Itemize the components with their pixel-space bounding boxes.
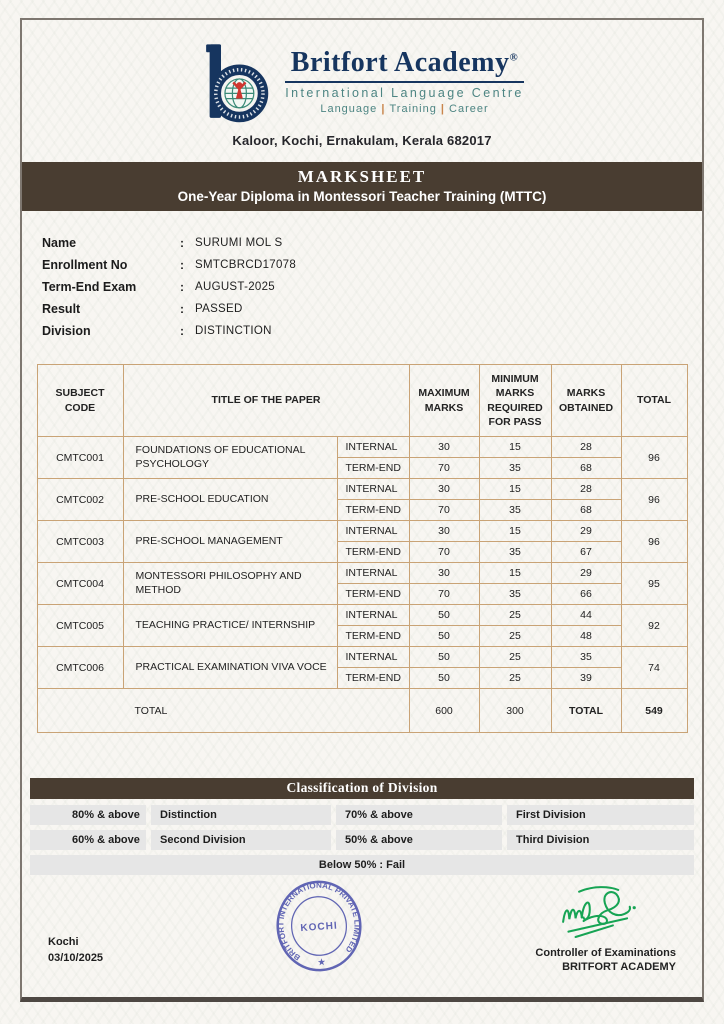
stamp-center-text: KOCHI — [300, 920, 339, 935]
stamp-star-icon: ★ — [317, 956, 327, 969]
header-subject-code: SUBJECT CODE — [37, 365, 123, 437]
detail-row — [42, 236, 702, 250]
min-marks-cell: 35 — [479, 584, 551, 605]
max-marks-cell: 70 — [409, 584, 479, 605]
subject-row — [37, 479, 687, 500]
min-marks-cell: 25 — [479, 647, 551, 668]
total-maximum-cell: 600 — [409, 689, 479, 733]
marks-obtained-cell: 28 — [551, 437, 621, 458]
marks-table-body — [37, 437, 687, 689]
classification-range: 60% & above — [30, 830, 146, 850]
brand-text-block — [285, 49, 523, 115]
component-type-cell: INTERNAL — [337, 563, 409, 584]
classification-range: 70% & above — [336, 805, 502, 825]
component-type-cell: INTERNAL — [337, 605, 409, 626]
classification-division: First Division — [507, 805, 694, 825]
issue-block — [48, 935, 103, 967]
subject-total-cell: 74 — [621, 647, 687, 689]
marks-table-footer — [37, 689, 687, 733]
paper-title-cell: FOUNDATIONS OF EDUCATIONAL PSYCHOLOGY — [123, 437, 337, 479]
total-label-cell: TOTAL — [37, 689, 409, 733]
max-marks-cell: 50 — [409, 605, 479, 626]
detail-value: SMTCBRCD17078 — [195, 259, 297, 271]
detail-value: SURUMI MOL S — [195, 237, 283, 249]
paper-title-cell: PRACTICAL EXAMINATION VIVA VOCE — [123, 647, 337, 689]
detail-value: AUGUST-2025 — [195, 281, 275, 293]
subject-code-cell: CMTC002 — [37, 479, 123, 521]
classification-section — [30, 778, 694, 875]
component-type-cell: INTERNAL — [337, 479, 409, 500]
student-details — [42, 236, 702, 338]
issue-place: Kochi — [48, 936, 79, 949]
round-seal-icon — [268, 872, 371, 980]
header-minimum-marks: MINIMUM MARKS REQUIRED FOR PASS — [479, 365, 551, 437]
subject-row — [37, 563, 687, 584]
max-marks-cell: 70 — [409, 500, 479, 521]
classification-range: 80% & above — [30, 805, 146, 825]
title-bar — [22, 162, 702, 211]
brand-tagline — [320, 103, 488, 115]
subject-row — [37, 605, 687, 626]
fail-note: Below 50% : Fail — [30, 855, 694, 875]
header-marks-obtained: MARKS OBTAINED — [551, 365, 621, 437]
detail-row — [42, 258, 702, 272]
detail-row — [42, 324, 702, 338]
subject-total-cell: 95 — [621, 563, 687, 605]
total-minimum-cell: 300 — [479, 689, 551, 733]
max-marks-cell: 70 — [409, 458, 479, 479]
total-obtained-label-cell: TOTAL — [551, 689, 621, 733]
subject-code-cell: CMTC006 — [37, 647, 123, 689]
subject-code-cell: CMTC004 — [37, 563, 123, 605]
component-type-cell: INTERNAL — [337, 437, 409, 458]
marks-obtained-cell: 28 — [551, 479, 621, 500]
signatory-title: Controller of Examinations — [535, 947, 676, 959]
svg-text:BRITFORT INTERNATIONAL PRIVATE — [274, 878, 365, 964]
min-marks-cell: 25 — [479, 605, 551, 626]
component-type-cell: TERM-END — [337, 458, 409, 479]
min-marks-cell: 15 — [479, 479, 551, 500]
paper-title-cell: TEACHING PRACTICE/ INTERNSHIP — [123, 605, 337, 647]
min-marks-cell: 35 — [479, 542, 551, 563]
paper-title-cell: PRE-SCHOOL EDUCATION — [123, 479, 337, 521]
signature-block — [535, 881, 676, 973]
total-row — [37, 689, 687, 733]
classification-division: Distinction — [151, 805, 331, 825]
component-type-cell: TERM-END — [337, 584, 409, 605]
min-marks-cell: 15 — [479, 437, 551, 458]
header-paper-title: TITLE OF THE PAPER — [123, 365, 409, 437]
signatory-organization: BRITFORT ACADEMY — [562, 961, 676, 973]
subject-row — [37, 437, 687, 458]
marks-obtained-cell: 48 — [551, 626, 621, 647]
detail-label: Term-End Exam — [42, 280, 137, 294]
max-marks-cell: 50 — [409, 668, 479, 689]
component-type-cell: TERM-END — [337, 500, 409, 521]
subject-total-cell: 96 — [621, 479, 687, 521]
max-marks-cell: 50 — [409, 626, 479, 647]
classification-grid — [30, 805, 694, 850]
tagline-item: Career — [449, 103, 489, 115]
brand-name-text: Britfort Academy — [290, 47, 510, 78]
component-type-cell: TERM-END — [337, 626, 409, 647]
certificate-border-frame — [20, 18, 704, 1002]
brand-subtitle: International Language Centre — [285, 81, 523, 100]
max-marks-cell: 30 — [409, 437, 479, 458]
tagline-separator: | — [436, 103, 450, 115]
subject-total-cell: 92 — [621, 605, 687, 647]
footer — [48, 879, 676, 979]
header-total: TOTAL — [621, 365, 687, 437]
marks-obtained-cell: 66 — [551, 584, 621, 605]
subject-row — [37, 521, 687, 542]
min-marks-cell: 15 — [479, 563, 551, 584]
registered-trademark: ® — [509, 51, 519, 64]
min-marks-cell: 35 — [479, 500, 551, 521]
subject-row — [37, 647, 687, 668]
component-type-cell: INTERNAL — [337, 647, 409, 668]
detail-row — [42, 280, 702, 294]
component-type-cell: TERM-END — [337, 542, 409, 563]
paper-title-cell: MONTESSORI PHILOSOPHY AND METHOD — [123, 563, 337, 605]
max-marks-cell: 30 — [409, 479, 479, 500]
detail-separator: : — [180, 280, 184, 294]
tagline-item: Language — [320, 103, 378, 115]
marks-obtained-cell: 68 — [551, 500, 621, 521]
marks-obtained-cell: 44 — [551, 605, 621, 626]
document-title: MARKSHEET — [297, 167, 427, 186]
subject-code-cell: CMTC005 — [37, 605, 123, 647]
detail-value: DISTINCTION — [195, 325, 272, 337]
britfort-logo-icon — [200, 40, 270, 124]
classification-division: Second Division — [151, 830, 331, 850]
detail-label: Division — [42, 324, 91, 338]
paper-title-cell: PRE-SCHOOL MANAGEMENT — [123, 521, 337, 563]
issue-date: 03/10/2025 — [48, 952, 104, 965]
classification-title: Classification of Division — [30, 778, 694, 799]
marks-table — [37, 364, 688, 733]
min-marks-cell: 35 — [479, 458, 551, 479]
marks-table-header — [37, 365, 687, 437]
classification-range: 50% & above — [336, 830, 502, 850]
min-marks-cell: 25 — [479, 668, 551, 689]
signature-icon — [552, 881, 672, 945]
classification-division: Third Division — [507, 830, 694, 850]
subject-total-cell: 96 — [621, 437, 687, 479]
max-marks-cell: 30 — [409, 563, 479, 584]
detail-value: PASSED — [195, 303, 243, 315]
stamp-ring-text: BRITFORT INTERNATIONAL PRIVATE LIMITED — [276, 880, 362, 963]
detail-label: Enrollment No — [42, 258, 128, 272]
min-marks-cell: 25 — [479, 626, 551, 647]
component-type-cell: TERM-END — [337, 668, 409, 689]
detail-separator: : — [180, 302, 184, 316]
subject-code-cell: CMTC001 — [37, 437, 123, 479]
detail-separator: : — [180, 236, 184, 250]
detail-separator: : — [180, 258, 184, 272]
detail-label: Result — [42, 302, 81, 316]
tagline-item: Training — [389, 103, 437, 115]
brand-name — [291, 49, 518, 77]
marks-obtained-cell: 39 — [551, 668, 621, 689]
component-type-cell: INTERNAL — [337, 521, 409, 542]
brand-header — [22, 40, 702, 124]
course-title: One-Year Diploma in Montessori Teacher Training (MTTC) — [177, 189, 547, 204]
max-marks-cell: 30 — [409, 521, 479, 542]
detail-label: Name — [42, 236, 77, 250]
max-marks-cell: 50 — [409, 647, 479, 668]
marks-obtained-cell: 29 — [551, 563, 621, 584]
grand-total-cell: 549 — [621, 689, 687, 733]
subject-code-cell: CMTC003 — [37, 521, 123, 563]
subject-total-cell: 96 — [621, 521, 687, 563]
academy-address: Kaloor, Kochi, Ernakulam, Kerala 682017 — [232, 133, 492, 148]
marks-obtained-cell: 68 — [551, 458, 621, 479]
marks-obtained-cell: 29 — [551, 521, 621, 542]
header-maximum-marks: MAXIMUM MARKS — [409, 365, 479, 437]
marks-obtained-cell: 35 — [551, 647, 621, 668]
marks-obtained-cell: 67 — [551, 542, 621, 563]
detail-separator: : — [180, 324, 184, 338]
max-marks-cell: 70 — [409, 542, 479, 563]
min-marks-cell: 15 — [479, 521, 551, 542]
detail-row — [42, 302, 702, 316]
tagline-separator: | — [377, 103, 390, 115]
